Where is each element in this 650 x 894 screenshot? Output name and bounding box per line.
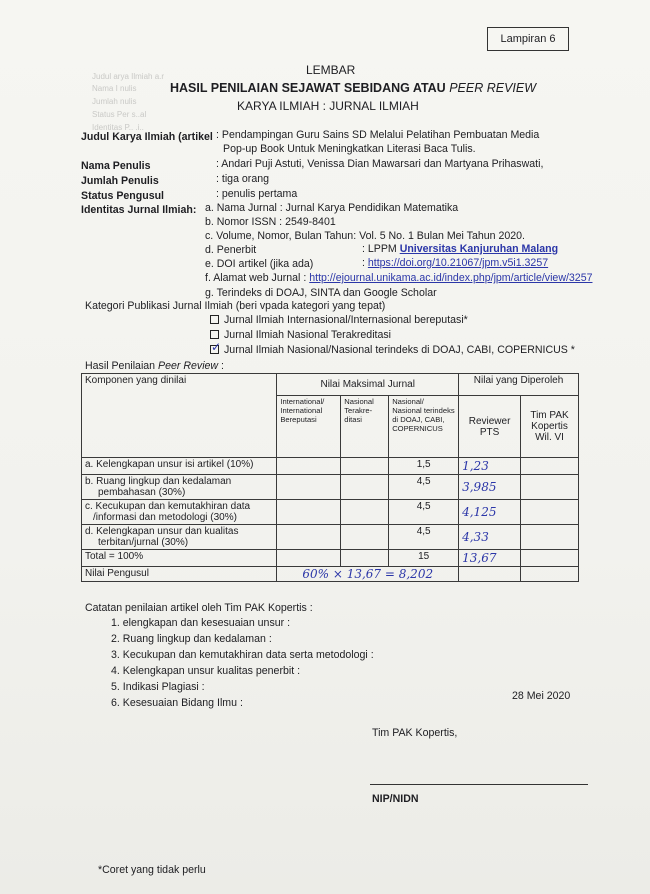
doi-link[interactable]: https://doi.org/10.21067/jpm.v5i1.3257 — [367, 257, 549, 269]
total-reviewer: 13,67 — [459, 550, 521, 567]
kategori-option[interactable]: ✓ Jurnal Ilmiah Nasional/Nasional terindeks di DOAJ, CABI, COPERNICUS * — [211, 340, 575, 356]
tim-signature-label: Tim PAK Kopertis, — [372, 727, 458, 739]
catatan-label: Catatan penilaian artikel oleh Tim PAK Kopertis : — [85, 602, 313, 614]
identitas-item: g. Terindeks di DOAJ, SINTA dan Google Scholar — [205, 287, 437, 299]
pengusul-value: 60% × 13,67 = 8,202 — [277, 567, 459, 582]
pengusul-label: Nilai Pengusul — [82, 567, 277, 582]
web-item: f. Alamat web Jurnal : http://ejournal.unikama.ac.id/index.php/jpm/article/view/3257 — [205, 272, 593, 284]
kategori-label: Kategori Publikasi Jurnal Ilmiah (beri vpada kategori yang tepat) — [85, 300, 386, 312]
ghost-line: Nama I nulis — [92, 84, 137, 93]
kategori-option[interactable]: Jurnal Ilmiah Internasional/Internasional bereputasi* — [210, 314, 468, 326]
komponen-cell: b. Ruang lingkup dan kedalaman pembahasan (30%) — [82, 475, 277, 500]
identitas-item: c. Volume, Nomor, Bulan Tahun: Vol. 5 No. 1 Bulan Mei Tahun 2020. — [205, 230, 525, 242]
reviewer-cell: 4,125 — [459, 500, 521, 525]
check-icon: ✓ — [211, 340, 222, 354]
catatan-item: 3. Kecukupan dan kemutakhiran data serta metodologi : — [111, 649, 374, 661]
maks-cell: 4,5 — [389, 500, 459, 525]
status-value: : penulis pertama — [216, 188, 298, 200]
header-nasional-terindeks: Nasional/ Nasional terindeks di DOAJ, CABI, COPERNICUS — [389, 396, 459, 458]
catatan-item: 1. elengkapan dan kesesuaian unsur : — [111, 617, 291, 629]
footnote: *Coret yang tidak perlu — [98, 864, 206, 876]
identitas-item: d. Penerbit — [205, 244, 257, 256]
table-row — [82, 475, 579, 500]
judul-label: Judul Karya Ilmiah (artikel — [81, 131, 213, 143]
page-title: HASIL PENILAIAN SEJAWAT SEBIDANG ATAU PEER REVIEW — [170, 81, 537, 95]
signature-line — [370, 784, 588, 785]
nama-value: : Andari Puji Astuti, Venissa Dian Mawarsari dan Martyana Prihaswati, — [216, 158, 544, 170]
header-nasional: Nasional Terakre-ditasi — [341, 396, 389, 458]
maks-cell: 1,5 — [389, 458, 459, 475]
catatan-item: 5. Indikasi Plagiasi : — [111, 681, 205, 693]
header-internasional: International/ International Bereputasi — [277, 396, 341, 458]
table-row — [82, 458, 579, 475]
identitas-item: a. Nama Jurnal : Jurnal Karya Pendidikan Matematika — [205, 202, 459, 214]
jumlah-label: Jumlah Penulis — [81, 175, 159, 187]
reviewer-cell: 3,985 — [459, 475, 521, 500]
lampiran-box: Lampiran 6 — [487, 27, 569, 51]
table-header-row — [82, 374, 579, 396]
table-row — [82, 500, 579, 525]
header-komponen: Komponen yang dinilai — [82, 374, 277, 458]
maks-cell: 4,5 — [389, 525, 459, 550]
ghost-line: Identitas P.. .i.. — [92, 123, 144, 132]
header-tim-pak: Tim PAK Kopertis Wil. VI — [521, 396, 579, 458]
header-nilai-maks: Nilai Maksimal Jurnal — [277, 374, 459, 396]
ghost-line: Judul arya Ilmiah a.r — [92, 72, 165, 81]
catatan-item: 2. Ruang lingkup dan kedalaman : — [111, 633, 272, 645]
penerbit-link[interactable]: Universitas Kanjuruhan Malang — [399, 243, 559, 255]
document-date: 28 Mei 2020 — [512, 690, 571, 702]
doi-value: : https://doi.org/10.21067/jpm.v5i1.3257 — [362, 257, 549, 269]
header-lembar: LEMBAR — [306, 63, 356, 77]
kategori-option[interactable]: Jurnal Ilmiah Nasional Terakreditasi — [210, 329, 391, 341]
judul-value-cont: Pop-up Book Untuk Meningkatkan Literasi Baca Tulis. — [223, 143, 476, 155]
catatan-item: 6. Kesesuaian Bidang Ilmu : — [111, 697, 243, 709]
table-row — [82, 525, 579, 550]
header-reviewer: Reviewer PTS — [459, 396, 521, 458]
maks-cell: 4,5 — [389, 475, 459, 500]
checkbox-checked[interactable] — [210, 340, 222, 354]
komponen-cell: c. Kecukupan dan kemutakhiran data /informasi dan metodologi (30%) — [82, 500, 277, 525]
hasil-label: Hasil Penilaian Peer Review : — [85, 360, 224, 372]
identitas-label: Identitas Jurnal Ilmiah: — [81, 204, 197, 216]
nama-label: Nama Penulis — [81, 160, 151, 172]
judul-value: : Pendampingan Guru Sains SD Melalui Pelatihan Pembuatan Media — [216, 129, 540, 141]
jumlah-value: : tiga orang — [216, 173, 270, 185]
status-label: Status Pengusul — [81, 190, 164, 202]
ghost-line: Status Per s..al — [92, 110, 147, 119]
page-subtitle: KARYA ILMIAH : JURNAL ILMIAH — [237, 99, 419, 113]
komponen-cell: a. Kelengkapan unsur isi artikel (10%) — [82, 458, 277, 475]
penerbit-value: : LPPM Universitas Kanjuruhan Malang — [362, 243, 559, 255]
reviewer-cell: 1,23 — [459, 458, 521, 475]
total-label: Total = 100% — [82, 550, 277, 567]
table-row-total — [82, 550, 579, 567]
komponen-cell: d. Kelengkapan unsur dan kualitas terbitan/jurnal (30%) — [82, 525, 277, 550]
reviewer-cell: 4,33 — [459, 525, 521, 550]
checkbox[interactable] — [210, 330, 219, 339]
identitas-item: e. DOI artikel (jika ada) — [205, 258, 314, 270]
ghost-line: Jumlah nulis — [92, 97, 137, 106]
web-link[interactable]: http://ejournal.unikama.ac.id/index.php/jpm/article/view/3257 — [309, 272, 593, 284]
nip-label: NIP/NIDN — [372, 793, 419, 805]
checkbox[interactable] — [210, 315, 219, 324]
total-maks: 15 — [389, 550, 459, 567]
catatan-item: 4. Kelengkapan unsur kualitas penerbit : — [111, 665, 301, 677]
table-row-pengusul — [82, 567, 579, 582]
identitas-item: b. Nomor ISSN : 2549-8401 — [205, 216, 336, 228]
review-table — [81, 373, 579, 582]
header-nilai-diperoleh: Nilai yang Diperoleh — [459, 374, 579, 396]
